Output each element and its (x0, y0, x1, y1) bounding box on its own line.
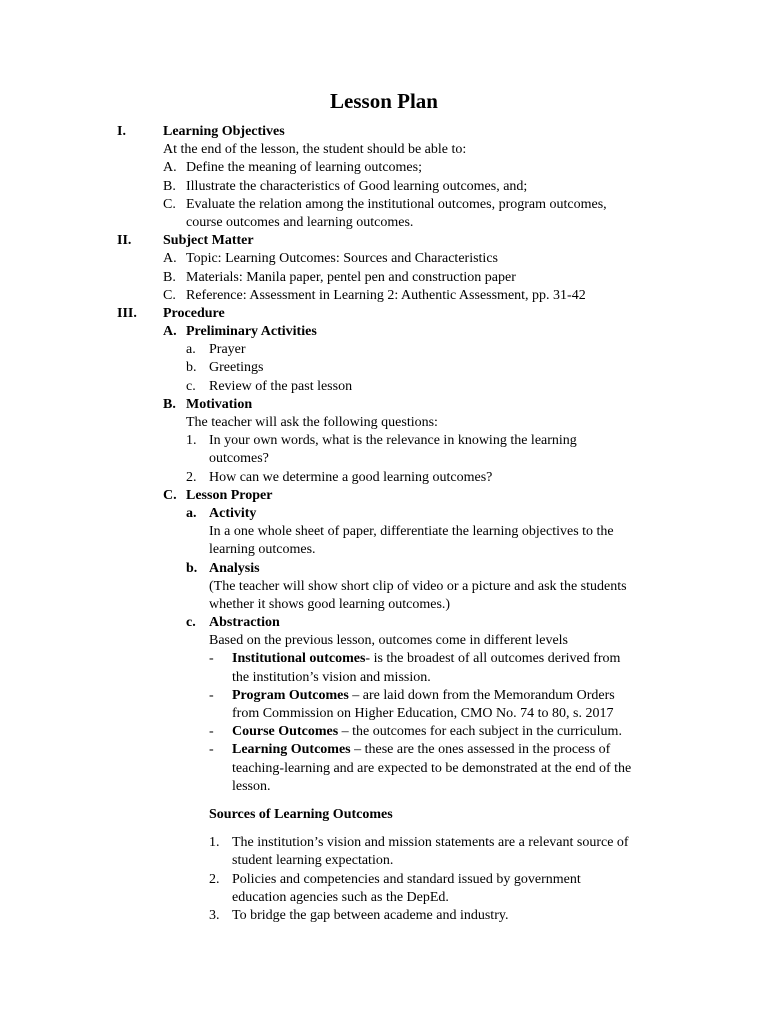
list-item-text: Reference: Assessment in Learning 2: Authentic Assessment, pp. 31-42 (186, 287, 586, 303)
sources-heading: Sources of Learning Outcomes (209, 806, 393, 822)
outcome-level-item (0, 650, 768, 668)
item-heading: Activity (209, 505, 257, 521)
section-heading-procedure (0, 305, 768, 323)
outcome-level-definition: the institution’s vision and mission. (232, 669, 431, 685)
item-marker: c. (186, 615, 196, 631)
list-item (0, 196, 768, 214)
list-item-text: How can we determine a good learning outcomes? (209, 469, 493, 485)
list-item (0, 250, 768, 268)
list-item-continuation (0, 214, 768, 232)
subsection-marker: C. (163, 487, 177, 503)
paragraph-text: (The teacher will show short clip of video or a picture and ask the students (209, 578, 627, 594)
list-marker: A. (163, 251, 177, 267)
list-item-text: Materials: Manila paper, pentel pen and construction paper (186, 269, 516, 285)
list-item-text: education agencies such as the DepEd. (232, 889, 449, 905)
sources-heading-row (0, 806, 768, 824)
abstraction-heading (0, 614, 768, 632)
list-item (0, 378, 768, 396)
subsection-heading-preliminary (0, 323, 768, 341)
dash-marker: - (209, 742, 214, 758)
list-item-text: Greetings (209, 360, 264, 376)
list-marker: B. (163, 178, 176, 194)
outcome-level-term: Institutional outcomes (232, 651, 366, 667)
activity-heading (0, 505, 768, 523)
list-item (0, 469, 768, 487)
list-item-continuation (0, 889, 768, 907)
paragraph-text: At the end of the lesson, the student should be able to: (163, 142, 467, 158)
list-marker: a. (186, 342, 196, 358)
section-marker: I. (117, 124, 126, 139)
outcome-level-definition: - is the broadest of all outcomes derived from (365, 651, 621, 667)
activity-text (0, 523, 768, 541)
list-item (0, 178, 768, 196)
list-marker: 2. (209, 871, 220, 887)
list-item-continuation (0, 450, 768, 468)
outcome-level-item (0, 723, 768, 741)
section-heading-subject-matter (0, 232, 768, 250)
list-item-text: The institution’s vision and mission statements are a relevant source of (232, 835, 629, 851)
outcome-level-term: Course Outcomes (232, 724, 339, 740)
spacer (0, 796, 768, 806)
dash-marker: - (209, 651, 214, 667)
outcome-level-definition: lesson. (232, 778, 271, 794)
list-item (0, 269, 768, 287)
outcome-level-continuation (0, 760, 768, 778)
outcome-level-term: Learning Outcomes (232, 742, 351, 758)
outcome-level-definition: – these are the ones assessed in the process of (350, 742, 611, 758)
subsection-heading-lesson-proper (0, 487, 768, 505)
list-item-continuation (0, 852, 768, 870)
list-item-text: Prayer (209, 342, 246, 358)
list-item (0, 907, 768, 925)
outcome-level-definition: – are laid down from the Memorandum Orders (348, 687, 615, 703)
list-marker: 1. (186, 433, 197, 449)
section-marker: II. (117, 233, 132, 249)
section-heading: Learning Objectives (163, 124, 285, 139)
list-item-text: Define the meaning of learning outcomes; (186, 160, 422, 176)
paragraph-text: learning outcomes. (209, 542, 316, 558)
list-item-text: Topic: Learning Outcomes: Sources and Characteristics (186, 251, 498, 267)
paragraph-text: In a one whole sheet of paper, differentiate the learning objectives to the (209, 524, 614, 540)
item-marker: b. (186, 560, 198, 576)
outcome-level-item (0, 687, 768, 705)
list-item-text: Illustrate the characteristics of Good learning outcomes, and; (186, 178, 528, 194)
outcome-level-text (232, 650, 620, 668)
list-marker: A. (163, 160, 177, 176)
list-marker: 3. (209, 907, 220, 923)
section-marker: III. (117, 305, 137, 321)
subsection-heading: Lesson Proper (186, 487, 273, 503)
item-heading: Abstraction (209, 615, 280, 631)
subsection-heading: Motivation (186, 396, 253, 412)
list-item-text: Policies and competencies and standard issued by government (232, 871, 581, 887)
list-item (0, 359, 768, 377)
abstraction-intro (0, 632, 768, 650)
list-item-text: Review of the past lesson (209, 378, 353, 394)
document-body (0, 123, 768, 925)
outcome-level-item (0, 741, 768, 759)
list-item (0, 834, 768, 852)
paragraph-text: whether it shows good learning outcomes.) (209, 596, 451, 612)
subsection-heading: Preliminary Activities (186, 324, 317, 340)
analysis-text (0, 596, 768, 614)
paragraph-text: Based on the previous lesson, outcomes come in different levels (209, 633, 568, 649)
section-heading: Subject Matter (163, 233, 254, 249)
list-item-text: student learning expectation. (232, 853, 394, 869)
analysis-text (0, 578, 768, 596)
list-item (0, 871, 768, 889)
outcome-level-definition: from Commission on Higher Education, CMO No. 74 to 80, s. 2017 (232, 706, 614, 721)
section-heading-objectives (0, 123, 768, 141)
paragraph-text: The teacher will ask the following questions: (186, 415, 438, 430)
list-marker: B. (163, 269, 176, 285)
motivation-intro (0, 414, 768, 432)
analysis-heading (0, 560, 768, 578)
activity-text (0, 541, 768, 559)
list-marker: 1. (209, 835, 220, 851)
outcome-level-continuation (0, 705, 768, 723)
list-item (0, 341, 768, 359)
list-item (0, 432, 768, 450)
outcome-level-text (232, 741, 610, 759)
dash-marker: - (209, 724, 214, 740)
list-item-text: In your own words, what is the relevance in knowing the learning (209, 433, 577, 449)
outcome-level-definition: – the outcomes for each subject in the curriculum. (338, 724, 622, 740)
list-item-text: To bridge the gap between academe and industry. (232, 907, 509, 923)
list-item (0, 287, 768, 305)
spacer (0, 824, 768, 834)
outcome-level-text (232, 687, 615, 705)
list-item-text: course outcomes and learning outcomes. (186, 214, 414, 230)
page-title: Lesson Plan (330, 89, 438, 113)
list-item-text: Evaluate the relation among the institutional outcomes, program outcomes, (186, 196, 607, 212)
list-marker: C. (163, 287, 176, 303)
outcome-level-definition: teaching-learning and are expected to be demonstrated at the end of the (232, 760, 632, 776)
list-marker: c. (186, 378, 196, 394)
subsection-heading-motivation (0, 396, 768, 414)
section-heading: Procedure (163, 305, 225, 321)
subsection-marker: B. (163, 396, 176, 412)
outcome-level-term: Program Outcomes (232, 687, 349, 703)
subsection-marker: A. (163, 324, 177, 340)
list-marker: b. (186, 360, 197, 376)
list-marker: C. (163, 196, 176, 212)
item-heading: Analysis (209, 560, 260, 576)
item-marker: a. (186, 505, 197, 521)
outcome-level-text (232, 723, 622, 741)
list-item-text: outcomes? (209, 451, 269, 467)
list-item (0, 159, 768, 177)
outcome-level-continuation (0, 778, 768, 796)
list-marker: 2. (186, 469, 197, 485)
objectives-intro (0, 141, 768, 159)
outcome-level-continuation (0, 669, 768, 687)
dash-marker: - (209, 687, 214, 703)
